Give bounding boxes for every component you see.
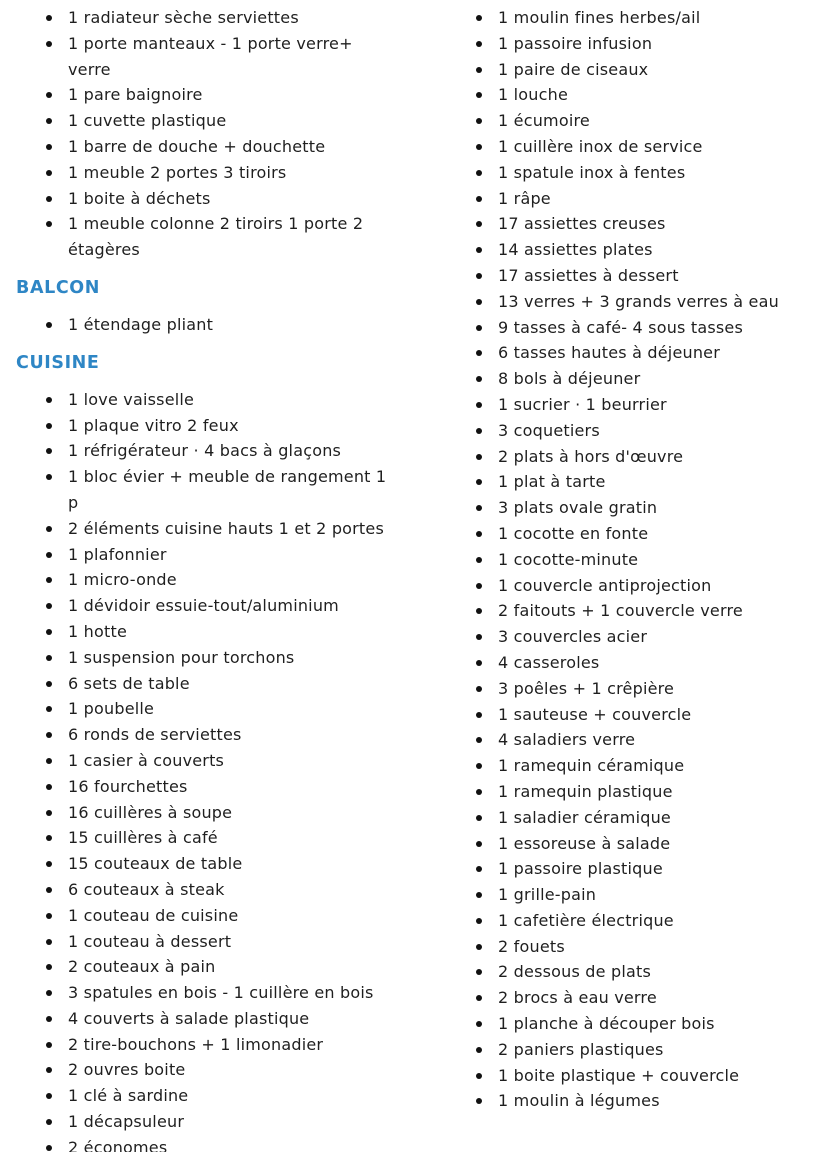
- bullet-icon: [476, 737, 482, 743]
- list-item: [446, 134, 818, 160]
- list-item-text: 15 cuillères à café: [68, 828, 218, 848]
- list-item: [446, 547, 818, 573]
- bullet-icon: [476, 1073, 482, 1079]
- list-item: [16, 851, 426, 877]
- list-item-text: 1 saladier céramique: [498, 807, 671, 827]
- list-item-text: 3 spatules en bois - 1 cuillère en bois: [68, 983, 374, 1003]
- list-item: [16, 108, 426, 134]
- list-item-text: 9 tasses à café- 4 sous tasses: [498, 317, 743, 337]
- list-item-text: 1 cocotte en fonte: [498, 523, 649, 543]
- list-item-text: 1 cuvette plastique: [68, 111, 227, 131]
- bullet-icon: [46, 913, 52, 919]
- list-item-text: 1 meuble colonne 2 tiroirs 1 porte 2 étagères: [68, 214, 364, 260]
- list-item-text: 17 assiettes creuses: [498, 214, 666, 234]
- list-item-text: 1 décapsuleur: [68, 1112, 185, 1132]
- list-item: [446, 444, 818, 470]
- list-item-text: 17 assiettes à dessert: [498, 265, 679, 285]
- list-item-text: 2 couteaux à pain: [68, 957, 216, 977]
- list-item-text: 2 ouvres boite: [68, 1060, 186, 1080]
- list-item-text: 6 couteaux à steak: [68, 879, 225, 899]
- list-item-text: 1 pare baignoire: [68, 85, 203, 105]
- list-item-text: 2 tire-bouchons + 1 limonadier: [68, 1034, 324, 1054]
- bullet-icon: [46, 15, 52, 21]
- bullet-icon: [476, 221, 482, 227]
- list-item: [16, 211, 426, 263]
- list-item-text: 1 passoire plastique: [498, 859, 663, 879]
- bullet-icon: [46, 1145, 52, 1151]
- bullet-icon: [46, 474, 52, 480]
- item-list: [16, 312, 426, 338]
- bullet-icon: [46, 170, 52, 176]
- bullet-icon: [476, 634, 482, 640]
- list-item: [16, 31, 426, 83]
- bullet-icon: [46, 784, 52, 790]
- list-item-text: 1 love vaisselle: [68, 389, 195, 409]
- bullet-icon: [476, 299, 482, 305]
- bullet-icon: [476, 557, 482, 563]
- list-item-text: 1 plafonnier: [68, 544, 167, 564]
- list-item-text: 1 casier à couverts: [68, 750, 225, 770]
- list-item: [16, 516, 426, 542]
- list-item-text: 2 éléments cuisine hauts 1 et 2 portes: [68, 518, 384, 538]
- bullet-icon: [476, 789, 482, 795]
- list-item-text: 6 tasses hautes à déjeuner: [498, 343, 720, 363]
- bullet-icon: [476, 686, 482, 692]
- bullet-icon: [46, 397, 52, 403]
- list-item: [16, 645, 426, 671]
- list-item-text: 4 saladiers verre: [498, 730, 636, 750]
- list-item-text: 1 moulin fines herbes/ail: [498, 8, 701, 27]
- bullet-icon: [476, 660, 482, 666]
- bullet-icon: [46, 1119, 52, 1125]
- list-item-text: 1 râpe: [498, 188, 551, 208]
- list-item: [16, 413, 426, 439]
- list-item: [446, 934, 818, 960]
- list-item: [446, 289, 818, 315]
- list-item: [446, 495, 818, 521]
- list-item-text: 1 clé à sardine: [68, 1086, 189, 1106]
- list-item-text: 1 barre de douche + douchette: [68, 136, 326, 156]
- list-item-text: 1 cocotte-minute: [498, 549, 639, 569]
- bullet-icon: [476, 866, 482, 872]
- list-item-text: 1 spatule inox à fentes: [498, 162, 686, 182]
- bullet-icon: [46, 861, 52, 867]
- list-item-text: 1 ramequin céramique: [498, 756, 685, 776]
- list-item-text: 2 faitouts + 1 couvercle verre: [498, 601, 743, 621]
- bullet-icon: [476, 763, 482, 769]
- list-item: [446, 211, 818, 237]
- list-item: [446, 985, 818, 1011]
- list-item-text: 1 sauteuse + couvercle: [498, 704, 692, 724]
- list-item: [16, 82, 426, 108]
- bullet-icon: [476, 1047, 482, 1053]
- list-item-text: 1 cafetière électrique: [498, 910, 674, 930]
- list-item-text: 1 grille-pain: [498, 885, 597, 905]
- bullet-icon: [476, 247, 482, 253]
- list-item: [16, 877, 426, 903]
- list-item: [446, 805, 818, 831]
- bullet-icon: [476, 531, 482, 537]
- list-item-text: 1 louche: [498, 85, 569, 105]
- list-item: [446, 366, 818, 392]
- bullet-icon: [46, 423, 52, 429]
- bullet-icon: [476, 995, 482, 1001]
- list-item-text: 1 planche à découper bois: [498, 1014, 715, 1034]
- bullet-icon: [476, 892, 482, 898]
- list-item-text: 13 verres + 3 grands verres à eau: [498, 291, 779, 311]
- list-item: [446, 727, 818, 753]
- list-item: [446, 676, 818, 702]
- list-item: [16, 619, 426, 645]
- list-item-text: 3 coquetiers: [498, 420, 600, 440]
- list-item-text: 3 couvercles acier: [498, 627, 648, 647]
- list-item: [16, 1032, 426, 1058]
- list-item: [446, 779, 818, 805]
- list-item-text: 1 bloc évier + meuble de rangement 1 p: [68, 467, 387, 512]
- bullet-icon: [476, 118, 482, 124]
- bullet-icon: [46, 990, 52, 996]
- bullet-icon: [46, 939, 52, 945]
- bullet-icon: [46, 1093, 52, 1099]
- bullet-icon: [46, 118, 52, 124]
- list-item: [446, 57, 818, 83]
- list-item: [446, 1037, 818, 1063]
- bullet-icon: [46, 1042, 52, 1048]
- list-item-text: 6 ronds de serviettes: [68, 725, 242, 745]
- list-item: [446, 108, 818, 134]
- item-list: [16, 5, 426, 263]
- list-item: [446, 1063, 818, 1089]
- list-item: [446, 624, 818, 650]
- list-item: [446, 340, 818, 366]
- list-item: [446, 882, 818, 908]
- list-item: [16, 774, 426, 800]
- list-item: [16, 671, 426, 697]
- list-item: [446, 753, 818, 779]
- list-item: [16, 825, 426, 851]
- list-item: [446, 263, 818, 289]
- list-item: [446, 5, 818, 31]
- list-item-text: 2 plats à hors d'œuvre: [498, 446, 684, 466]
- list-item: [446, 82, 818, 108]
- list-item: [16, 464, 426, 516]
- list-item: [16, 1006, 426, 1032]
- list-item-text: 1 couteau à dessert: [68, 931, 232, 951]
- list-item-text: 1 réfrigérateur · 4 bacs à glaçons: [68, 441, 342, 461]
- list-item: [446, 573, 818, 599]
- list-item-text: 1 sucrier · 1 beurrier: [498, 394, 667, 414]
- bullet-icon: [476, 144, 482, 150]
- list-item: [446, 418, 818, 444]
- bullet-icon: [476, 505, 482, 511]
- list-item: [16, 954, 426, 980]
- list-item: [16, 312, 426, 338]
- list-item: [16, 5, 426, 31]
- bullet-icon: [46, 577, 52, 583]
- list-item-text: 1 poubelle: [68, 699, 155, 719]
- list-item-text: 1 meuble 2 portes 3 tiroirs: [68, 162, 287, 182]
- list-item-text: 1 hotte: [68, 621, 127, 641]
- list-item-text: 1 moulin à légumes: [498, 1091, 660, 1111]
- bullet-icon: [476, 969, 482, 975]
- list-item: [446, 650, 818, 676]
- list-item: [446, 160, 818, 186]
- right-column: [446, 5, 818, 1114]
- list-item: [16, 929, 426, 955]
- bullet-icon: [476, 944, 482, 950]
- bullet-icon: [46, 629, 52, 635]
- list-item-text: 2 paniers plastiques: [498, 1039, 664, 1059]
- bullet-icon: [476, 376, 482, 382]
- list-item: [16, 903, 426, 929]
- list-item: [446, 831, 818, 857]
- list-item: [16, 567, 426, 593]
- list-item-text: 1 étendage pliant: [68, 314, 214, 334]
- list-item-text: 1 essoreuse à salade: [498, 833, 671, 853]
- bullet-icon: [476, 196, 482, 202]
- bullet-icon: [46, 221, 52, 227]
- list-item: [446, 702, 818, 728]
- bullet-icon: [476, 170, 482, 176]
- list-item-text: 1 suspension pour torchons: [68, 647, 295, 667]
- list-item: [446, 1088, 818, 1114]
- item-list: [446, 5, 818, 1114]
- bullet-icon: [476, 41, 482, 47]
- list-item: [446, 1011, 818, 1037]
- bullet-icon: [476, 428, 482, 434]
- bullet-icon: [46, 603, 52, 609]
- list-item: [446, 186, 818, 212]
- list-item-text: 3 poêles + 1 crêpière: [498, 678, 675, 698]
- bullet-icon: [476, 608, 482, 614]
- list-item-text: 1 ramequin plastique: [498, 781, 673, 801]
- bullet-icon: [46, 706, 52, 712]
- bullet-icon: [476, 325, 482, 331]
- bullet-icon: [46, 41, 52, 47]
- bullet-icon: [476, 815, 482, 821]
- list-item-text: 1 paire de ciseaux: [498, 59, 649, 79]
- list-item: [16, 722, 426, 748]
- list-item: [16, 134, 426, 160]
- bullet-icon: [476, 841, 482, 847]
- bullet-icon: [46, 144, 52, 150]
- item-list: [16, 387, 426, 1152]
- list-item-text: 1 plat à tarte: [498, 472, 606, 492]
- list-item-text: 1 passoire infusion: [498, 33, 653, 53]
- bullet-icon: [476, 479, 482, 485]
- bullet-icon: [46, 758, 52, 764]
- bullet-icon: [46, 887, 52, 893]
- list-item: [16, 1135, 426, 1152]
- left-column: [16, 5, 426, 1152]
- bullet-icon: [476, 402, 482, 408]
- list-item-text: 14 assiettes plates: [498, 240, 653, 260]
- list-item-text: 1 boite plastique + couvercle: [498, 1065, 740, 1085]
- list-item-text: 4 casseroles: [498, 652, 600, 672]
- section-header-balcon: BALCON: [16, 277, 100, 298]
- bullet-icon: [46, 835, 52, 841]
- list-item-text: 1 couteau de cuisine: [68, 905, 239, 925]
- list-item-text: 2 économes: [68, 1137, 168, 1152]
- list-item-text: 1 micro-onde: [68, 570, 177, 590]
- list-item: [16, 387, 426, 413]
- list-item: [446, 959, 818, 985]
- bullet-icon: [46, 92, 52, 98]
- list-item-text: 8 bols à déjeuner: [498, 369, 641, 389]
- bullet-icon: [46, 732, 52, 738]
- list-item: [16, 593, 426, 619]
- bullet-icon: [476, 1098, 482, 1104]
- list-item-text: 4 couverts à salade plastique: [68, 1008, 310, 1028]
- list-item: [446, 237, 818, 263]
- list-item-text: 1 dévidoir essuie-tout/aluminium: [68, 596, 339, 616]
- bullet-icon: [476, 454, 482, 460]
- bullet-icon: [476, 1021, 482, 1027]
- list-item-text: 1 radiateur sèche serviettes: [68, 8, 299, 27]
- list-item: [16, 1057, 426, 1083]
- bullet-icon: [46, 526, 52, 532]
- list-item-text: 16 fourchettes: [68, 776, 188, 796]
- bullet-icon: [46, 810, 52, 816]
- bullet-icon: [476, 712, 482, 718]
- bullet-icon: [46, 655, 52, 661]
- list-item-text: 3 plats ovale gratin: [498, 498, 658, 518]
- list-item-text: 1 porte manteaux - 1 porte verre+ verre: [68, 33, 353, 79]
- list-item-text: 2 fouets: [498, 936, 565, 956]
- list-item: [16, 1109, 426, 1135]
- list-item-text: 1 boite à déchets: [68, 188, 211, 208]
- list-item-text: 1 plaque vitro 2 feux: [68, 415, 239, 435]
- list-item: [446, 908, 818, 934]
- section-header-cuisine: CUISINE: [16, 352, 100, 373]
- list-item: [16, 542, 426, 568]
- bullet-icon: [476, 273, 482, 279]
- list-item: [446, 469, 818, 495]
- list-item-text: 15 couteaux de table: [68, 854, 243, 874]
- list-item: [446, 31, 818, 57]
- bullet-icon: [476, 67, 482, 73]
- list-item: [446, 392, 818, 418]
- list-item: [16, 748, 426, 774]
- bullet-icon: [476, 350, 482, 356]
- list-item-text: 16 cuillères à soupe: [68, 802, 233, 822]
- bullet-icon: [46, 196, 52, 202]
- list-item: [446, 315, 818, 341]
- list-item: [446, 856, 818, 882]
- bullet-icon: [476, 918, 482, 924]
- bullet-icon: [46, 322, 52, 328]
- list-item: [16, 800, 426, 826]
- list-item: [16, 980, 426, 1006]
- bullet-icon: [46, 552, 52, 558]
- list-item-text: 6 sets de table: [68, 673, 190, 693]
- list-item: [16, 696, 426, 722]
- bullet-icon: [46, 964, 52, 970]
- bullet-icon: [46, 448, 52, 454]
- list-item: [446, 521, 818, 547]
- list-item: [16, 438, 426, 464]
- bullet-icon: [476, 92, 482, 98]
- list-item-text: 1 cuillère inox de service: [498, 136, 703, 156]
- bullet-icon: [46, 1067, 52, 1073]
- list-item: [446, 598, 818, 624]
- list-item: [16, 186, 426, 212]
- list-item-text: 2 dessous de plats: [498, 962, 651, 982]
- bullet-icon: [476, 15, 482, 21]
- list-item-text: 2 brocs à eau verre: [498, 988, 657, 1008]
- list-item-text: 1 couvercle antiprojection: [498, 575, 712, 595]
- list-item: [16, 1083, 426, 1109]
- list-item-text: 1 écumoire: [498, 111, 590, 131]
- bullet-icon: [46, 681, 52, 687]
- bullet-icon: [46, 1016, 52, 1022]
- list-item: [16, 160, 426, 186]
- bullet-icon: [476, 583, 482, 589]
